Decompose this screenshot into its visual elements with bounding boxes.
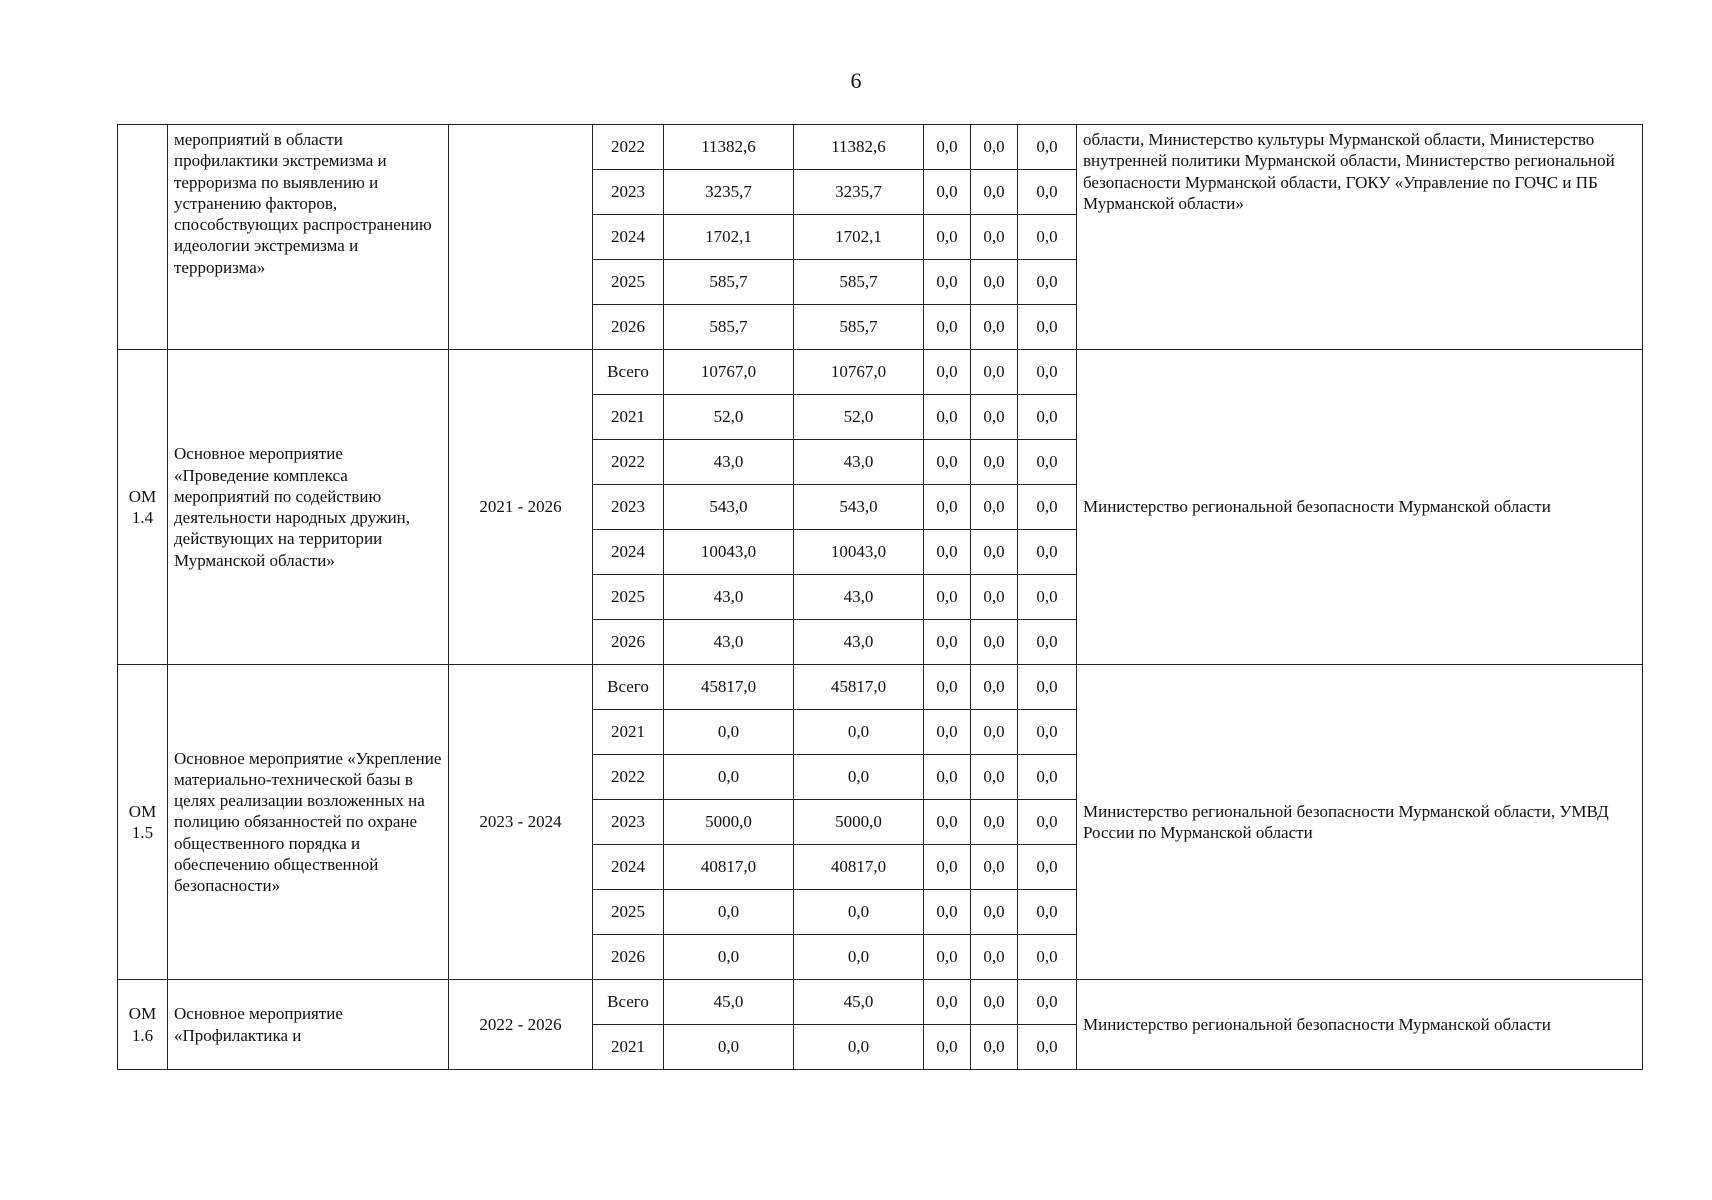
- local-budget-cell: 0,0: [971, 845, 1018, 890]
- other-sources-cell: 0,0: [1018, 305, 1077, 350]
- total-cell: 0,0: [664, 890, 794, 935]
- local-budget-cell: 0,0: [971, 215, 1018, 260]
- other-sources-cell: 0,0: [1018, 485, 1077, 530]
- local-budget-cell: 0,0: [971, 260, 1018, 305]
- year-cell: 2021: [593, 710, 664, 755]
- measure-period-cell: [449, 125, 593, 350]
- responsible-cell: Министерство региональной безопасности Мурманской области, УМВД России по Мурманской области: [1077, 665, 1643, 980]
- other-sources-cell: 0,0: [1018, 1025, 1077, 1070]
- total-cell: 0,0: [664, 935, 794, 980]
- total-cell: 45817,0: [664, 665, 794, 710]
- federal-budget-cell: 0,0: [924, 755, 971, 800]
- federal-budget-cell: 0,0: [924, 260, 971, 305]
- year-cell: 2025: [593, 260, 664, 305]
- federal-budget-cell: 0,0: [924, 800, 971, 845]
- regional-budget-cell: 43,0: [794, 620, 924, 665]
- total-cell: 5000,0: [664, 800, 794, 845]
- total-cell: 585,7: [664, 260, 794, 305]
- measure-title-cell: Основное мероприятие «Профилактика и: [168, 980, 449, 1070]
- year-cell: Всего: [593, 665, 664, 710]
- year-cell: 2024: [593, 845, 664, 890]
- local-budget-cell: 0,0: [971, 395, 1018, 440]
- total-cell: 585,7: [664, 305, 794, 350]
- year-cell: Всего: [593, 350, 664, 395]
- year-cell: 2024: [593, 215, 664, 260]
- local-budget-cell: 0,0: [971, 980, 1018, 1025]
- measure-code-cell: ОМ 1.5: [118, 665, 168, 980]
- federal-budget-cell: 0,0: [924, 170, 971, 215]
- year-cell: 2022: [593, 440, 664, 485]
- measure-title-cell: Основное мероприятие «Проведение комплекса мероприятий по содействию деятельности народных дружин, действующих на территории Мурманской области»: [168, 350, 449, 665]
- federal-budget-cell: 0,0: [924, 215, 971, 260]
- measure-period-cell: 2023 - 2024: [449, 665, 593, 980]
- page-number: 6: [850, 68, 862, 93]
- total-cell: 10767,0: [664, 350, 794, 395]
- total-cell: 40817,0: [664, 845, 794, 890]
- program-table: [117, 124, 1643, 1070]
- measure-title-cell: Основное мероприятие «Укрепление материально-технической базы в целях реализации возложенных на полицию обязанностей по охране общественного порядка и обеспечению общественной безопасности»: [168, 665, 449, 980]
- total-cell: 43,0: [664, 620, 794, 665]
- regional-budget-cell: 5000,0: [794, 800, 924, 845]
- table-row: [118, 665, 1643, 710]
- measure-period-cell: 2021 - 2026: [449, 350, 593, 665]
- year-cell: 2022: [593, 755, 664, 800]
- measure-code-cell: ОМ 1.4: [118, 350, 168, 665]
- federal-budget-cell: 0,0: [924, 125, 971, 170]
- local-budget-cell: 0,0: [971, 485, 1018, 530]
- year-cell: 2026: [593, 935, 664, 980]
- federal-budget-cell: 0,0: [924, 440, 971, 485]
- other-sources-cell: 0,0: [1018, 440, 1077, 485]
- table-row: [118, 980, 1643, 1025]
- year-cell: 2025: [593, 890, 664, 935]
- table-row: [118, 350, 1643, 395]
- year-cell: 2023: [593, 800, 664, 845]
- local-budget-cell: 0,0: [971, 935, 1018, 980]
- responsible-cell: области, Министерство культуры Мурманской области, Министерство внутренней политики Мурманской области, Министерство региональной безопасности Мурманской области, ГОКУ «Управление по ГОЧС и ПБ Мурманской области»: [1077, 125, 1643, 350]
- local-budget-cell: 0,0: [971, 800, 1018, 845]
- other-sources-cell: 0,0: [1018, 755, 1077, 800]
- other-sources-cell: 0,0: [1018, 125, 1077, 170]
- year-cell: 2025: [593, 575, 664, 620]
- year-cell: Всего: [593, 980, 664, 1025]
- other-sources-cell: 0,0: [1018, 350, 1077, 395]
- federal-budget-cell: 0,0: [924, 395, 971, 440]
- other-sources-cell: 0,0: [1018, 575, 1077, 620]
- federal-budget-cell: 0,0: [924, 305, 971, 350]
- regional-budget-cell: 0,0: [794, 755, 924, 800]
- other-sources-cell: 0,0: [1018, 530, 1077, 575]
- local-budget-cell: 0,0: [971, 890, 1018, 935]
- local-budget-cell: 0,0: [971, 170, 1018, 215]
- federal-budget-cell: 0,0: [924, 845, 971, 890]
- regional-budget-cell: 0,0: [794, 890, 924, 935]
- federal-budget-cell: 0,0: [924, 485, 971, 530]
- local-budget-cell: 0,0: [971, 125, 1018, 170]
- responsible-cell: Министерство региональной безопасности Мурманской области: [1077, 350, 1643, 665]
- other-sources-cell: 0,0: [1018, 260, 1077, 305]
- other-sources-cell: 0,0: [1018, 890, 1077, 935]
- federal-budget-cell: 0,0: [924, 1025, 971, 1070]
- year-cell: 2021: [593, 1025, 664, 1070]
- local-budget-cell: 0,0: [971, 755, 1018, 800]
- regional-budget-cell: 0,0: [794, 710, 924, 755]
- other-sources-cell: 0,0: [1018, 665, 1077, 710]
- total-cell: 52,0: [664, 395, 794, 440]
- regional-budget-cell: 10767,0: [794, 350, 924, 395]
- year-cell: 2026: [593, 620, 664, 665]
- regional-budget-cell: 585,7: [794, 305, 924, 350]
- year-cell: 2023: [593, 485, 664, 530]
- regional-budget-cell: 0,0: [794, 1025, 924, 1070]
- other-sources-cell: 0,0: [1018, 845, 1077, 890]
- regional-budget-cell: 0,0: [794, 935, 924, 980]
- regional-budget-cell: 3235,7: [794, 170, 924, 215]
- local-budget-cell: 0,0: [971, 575, 1018, 620]
- federal-budget-cell: 0,0: [924, 620, 971, 665]
- federal-budget-cell: 0,0: [924, 575, 971, 620]
- federal-budget-cell: 0,0: [924, 935, 971, 980]
- regional-budget-cell: 45,0: [794, 980, 924, 1025]
- federal-budget-cell: 0,0: [924, 890, 971, 935]
- regional-budget-cell: 43,0: [794, 440, 924, 485]
- total-cell: 1702,1: [664, 215, 794, 260]
- federal-budget-cell: 0,0: [924, 980, 971, 1025]
- year-cell: 2026: [593, 305, 664, 350]
- regional-budget-cell: 43,0: [794, 575, 924, 620]
- local-budget-cell: 0,0: [971, 710, 1018, 755]
- total-cell: 43,0: [664, 440, 794, 485]
- total-cell: 10043,0: [664, 530, 794, 575]
- measure-code-cell: ОМ 1.6: [118, 980, 168, 1070]
- regional-budget-cell: 585,7: [794, 260, 924, 305]
- local-budget-cell: 0,0: [971, 530, 1018, 575]
- other-sources-cell: 0,0: [1018, 395, 1077, 440]
- total-cell: 3235,7: [664, 170, 794, 215]
- total-cell: 0,0: [664, 1025, 794, 1070]
- total-cell: 0,0: [664, 710, 794, 755]
- other-sources-cell: 0,0: [1018, 935, 1077, 980]
- total-cell: 11382,6: [664, 125, 794, 170]
- local-budget-cell: 0,0: [971, 620, 1018, 665]
- regional-budget-cell: 52,0: [794, 395, 924, 440]
- other-sources-cell: 0,0: [1018, 980, 1077, 1025]
- measure-code-cell: [118, 125, 168, 350]
- measure-period-cell: 2022 - 2026: [449, 980, 593, 1070]
- local-budget-cell: 0,0: [971, 440, 1018, 485]
- other-sources-cell: 0,0: [1018, 215, 1077, 260]
- year-cell: 2022: [593, 125, 664, 170]
- regional-budget-cell: 1702,1: [794, 215, 924, 260]
- year-cell: 2021: [593, 395, 664, 440]
- federal-budget-cell: 0,0: [924, 530, 971, 575]
- total-cell: 0,0: [664, 755, 794, 800]
- total-cell: 43,0: [664, 575, 794, 620]
- total-cell: 543,0: [664, 485, 794, 530]
- regional-budget-cell: 11382,6: [794, 125, 924, 170]
- other-sources-cell: 0,0: [1018, 620, 1077, 665]
- other-sources-cell: 0,0: [1018, 170, 1077, 215]
- federal-budget-cell: 0,0: [924, 350, 971, 395]
- year-cell: 2023: [593, 170, 664, 215]
- total-cell: 45,0: [664, 980, 794, 1025]
- local-budget-cell: 0,0: [971, 350, 1018, 395]
- measure-title-cell: мероприятий в области профилактики экстремизма и терроризма по выявлению и устранению факторов, способствующих распространению идеологии экстремизма и терроризма»: [168, 125, 449, 350]
- local-budget-cell: 0,0: [971, 1025, 1018, 1070]
- other-sources-cell: 0,0: [1018, 710, 1077, 755]
- federal-budget-cell: 0,0: [924, 710, 971, 755]
- regional-budget-cell: 10043,0: [794, 530, 924, 575]
- responsible-cell: Министерство региональной безопасности Мурманской области: [1077, 980, 1643, 1070]
- local-budget-cell: 0,0: [971, 665, 1018, 710]
- regional-budget-cell: 40817,0: [794, 845, 924, 890]
- local-budget-cell: 0,0: [971, 305, 1018, 350]
- regional-budget-cell: 45817,0: [794, 665, 924, 710]
- year-cell: 2024: [593, 530, 664, 575]
- other-sources-cell: 0,0: [1018, 800, 1077, 845]
- regional-budget-cell: 543,0: [794, 485, 924, 530]
- federal-budget-cell: 0,0: [924, 665, 971, 710]
- table-row: [118, 125, 1643, 170]
